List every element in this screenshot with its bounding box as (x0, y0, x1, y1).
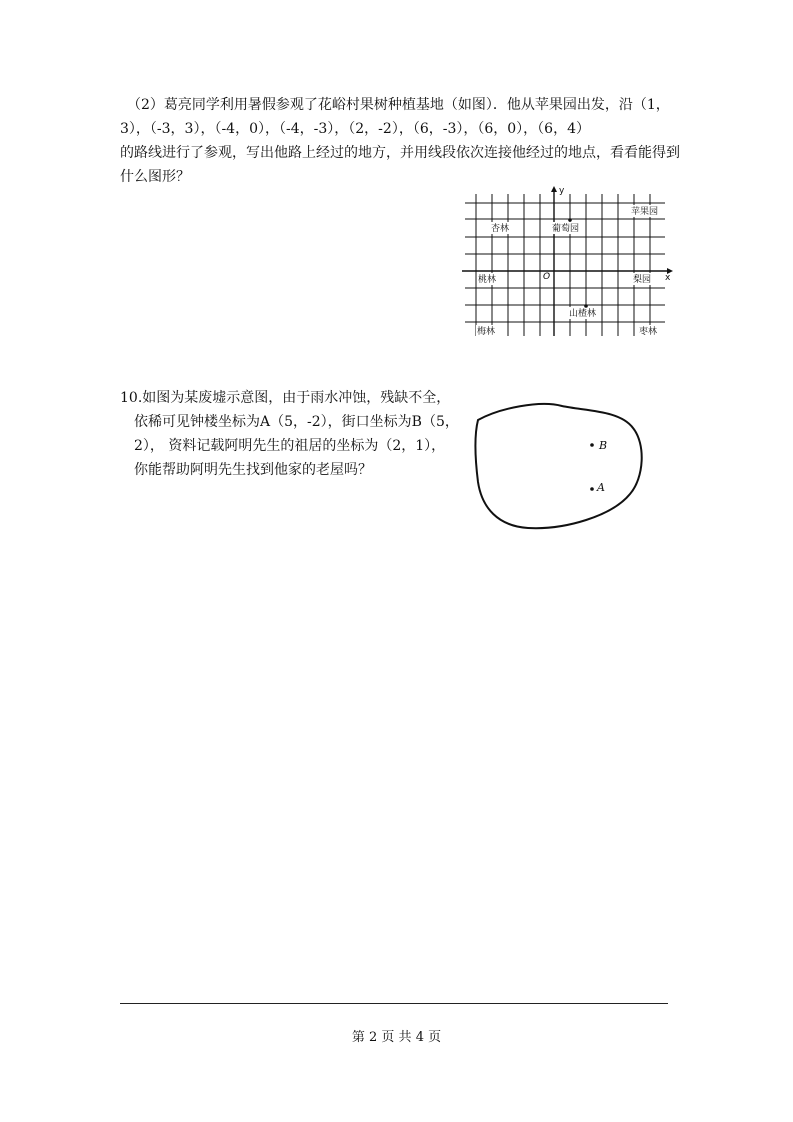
footer-divider (120, 1003, 668, 1004)
point-b-dot (590, 443, 594, 447)
ruins-outline (475, 404, 641, 528)
question-2-line: 什么图形？ (120, 169, 190, 185)
grape-point (568, 218, 572, 222)
place-apricot: 杏林 (491, 224, 510, 234)
y-axis-arrow-icon (551, 186, 557, 192)
question-2-line: 3），（-3，3），（-4，0），（-4，-3），（2，-2），（6，-3），（6，0），（6，4） (120, 121, 590, 137)
page-number-footer: 第 2 页 共 4 页 (351, 1030, 442, 1045)
y-axis-label: y (559, 186, 565, 196)
ruins-map-figure (470, 398, 650, 536)
question-2-line: 的路线进行了参观，写出他路上经过的地方，并用线段依次连接他经过的地点，看看能得到 (120, 145, 680, 161)
hawthorn-point (584, 304, 588, 308)
place-jujube: 枣林 (639, 327, 658, 337)
place-apple: 苹果园 (631, 207, 659, 217)
question-10-line: 2）， 资料记载阿明先生的祖居的坐标为（2，1）， (120, 438, 446, 454)
place-grape: 葡萄园 (552, 224, 580, 234)
question-10-line: 10.如图为某废墟示意图，由于雨水冲蚀，残缺不全， (120, 390, 451, 406)
orchard-grid-figure (462, 186, 674, 338)
point-a-label: A (597, 481, 605, 494)
place-pear: 梨园 (633, 275, 652, 285)
place-peach: 桃林 (478, 275, 497, 285)
place-plum: 梅林 (477, 327, 496, 337)
place-hawthorn: 山楂林 (569, 309, 597, 319)
x-axis-label: x (665, 273, 671, 283)
question-10-text (120, 386, 460, 482)
question-2-text (120, 93, 680, 189)
point-a-dot (590, 487, 594, 491)
origin-label: O (543, 272, 551, 282)
question-2-line: （2）葛亮同学利用暑假参观了花峪村果树种植基地（如图）．他从苹果园出发，沿（1， (120, 97, 670, 113)
point-b-label: B (599, 439, 608, 452)
question-10-line: 你能帮助阿明先生找到他家的老屋吗？ (120, 462, 372, 478)
question-10-line: 依稀可见钟楼坐标为A（5，-2），街口坐标为B（5， (120, 414, 459, 430)
